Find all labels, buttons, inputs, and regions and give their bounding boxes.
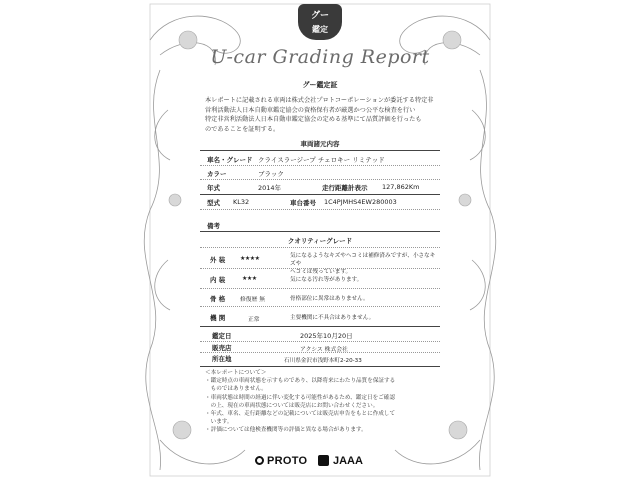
- color-value: ブラック: [258, 170, 284, 178]
- interior-rating-stars: ★★★: [242, 275, 257, 282]
- exterior-label: 外 装: [210, 256, 226, 264]
- interior-label: 内 装: [210, 276, 226, 284]
- remarks-label: 備考: [207, 222, 220, 230]
- color-label: カラー: [207, 170, 227, 178]
- vin-label: 車台番号: [290, 199, 316, 207]
- divider: [200, 341, 440, 342]
- intro-line: 特定非営利活動法人日本自動車鑑定協会の定める基準にて品質評価を行ったも: [205, 116, 422, 123]
- vehicle-section-title: 車両諸元内容: [300, 140, 340, 148]
- mileage-label: 走行距離計表示: [322, 184, 368, 192]
- engine-value: 正常: [248, 317, 260, 323]
- intro-line: のであることを証明する。: [205, 125, 280, 133]
- dealer-label: 販売店: [212, 344, 232, 352]
- address-label: 所在地: [212, 355, 232, 363]
- note-line: います。: [205, 419, 233, 426]
- divider: [200, 209, 440, 210]
- certificate-title: グー鑑定証: [302, 81, 338, 89]
- exterior-rating-stars: ★★★★: [240, 255, 260, 262]
- mileage-value: 127,862Km: [382, 183, 420, 191]
- jaaa-logo-icon: [318, 455, 329, 466]
- report-notes: [205, 369, 440, 435]
- jaaa-logo-text: JAAA: [333, 455, 363, 467]
- note-line: ・車両状態は時間の経過に伴い変化する可能性があるため、鑑定日をご確認: [205, 394, 395, 401]
- exterior-desc-line: ヘコミは残っています。: [290, 269, 352, 275]
- badge-top-text: グー: [310, 11, 329, 21]
- divider: [200, 231, 440, 232]
- divider: [200, 179, 440, 180]
- note-line: の上、現在の車両状態については販売店にお問い合わせください。: [205, 402, 379, 409]
- divider: [200, 194, 440, 195]
- interior-description: 気になる汚れ等があります。: [290, 277, 363, 283]
- note-line: ・鑑定時点の車両状態を示すものであり、以降将来にわたり品質を保証する: [205, 378, 396, 385]
- footer-logos: [255, 451, 395, 473]
- divider: [200, 247, 440, 248]
- year-label: 年式: [207, 184, 220, 192]
- appraisal-date-value: 2025年10月20日: [300, 332, 353, 340]
- divider: [200, 268, 440, 269]
- divider: [200, 352, 440, 353]
- frame-label: 骨 格: [210, 295, 226, 303]
- proto-logo-text: PROTO: [267, 455, 308, 467]
- divider: [200, 366, 440, 367]
- vehicle-name-value: クライスラージープ チェロキー リミテッド: [258, 156, 385, 164]
- note-line: ＜本レポートについて＞: [205, 370, 267, 376]
- model-value: KL32: [233, 198, 250, 206]
- divider: [200, 288, 440, 289]
- exterior-desc-line: 気になるようなキズやヘコミは補修済みですが、小さなキズや: [290, 253, 436, 267]
- frame-value: 修復歴 無: [240, 297, 266, 303]
- note-line: ものではありません。: [205, 386, 267, 393]
- note-line: ・年式、車名、走行距離などの記載については販売店申告をもとに作成して: [205, 411, 396, 418]
- divider: [200, 150, 440, 151]
- engine-label: 機 関: [210, 314, 226, 322]
- quality-section-title: クオリティーグレード: [287, 237, 353, 245]
- engine-description: 主要機関に不具合はありません。: [290, 315, 375, 321]
- report-script-title: U-car Grading Report: [210, 46, 430, 68]
- address-value: 石川県金沢市浅野本町2-20-33: [284, 358, 362, 364]
- model-label: 型式: [207, 199, 220, 207]
- intro-line: 営利活動法人日本自動車鑑定協会の資格保有者が厳選かつ公平な検査を行い: [205, 106, 416, 114]
- dealer-value: アクシス 株式会社: [300, 347, 348, 353]
- intro-text: [205, 96, 435, 134]
- divider: [200, 326, 440, 327]
- divider: [200, 306, 440, 307]
- appraisal-date-label: 鑑定日: [212, 332, 232, 340]
- proto-logo-icon: [255, 456, 264, 465]
- vehicle-name-label: 車名・グレード: [207, 156, 253, 164]
- intro-line: 本レポートに記載される車両は株式会社プロトコーポレーションが委託する特定非: [205, 97, 434, 104]
- vin-value: 1C4PJMHS4EW280003: [324, 198, 397, 206]
- year-value: 2014年: [258, 184, 282, 192]
- divider: [200, 165, 440, 166]
- goo-appraisal-badge: [298, 4, 342, 40]
- note-line: ・評価については他検査機関等の評価と異なる場合があります。: [205, 427, 367, 434]
- badge-bottom-text: 鑑定: [312, 25, 328, 34]
- frame-description: 骨格部位に異常はありません。: [290, 296, 369, 302]
- exterior-description: [290, 252, 440, 276]
